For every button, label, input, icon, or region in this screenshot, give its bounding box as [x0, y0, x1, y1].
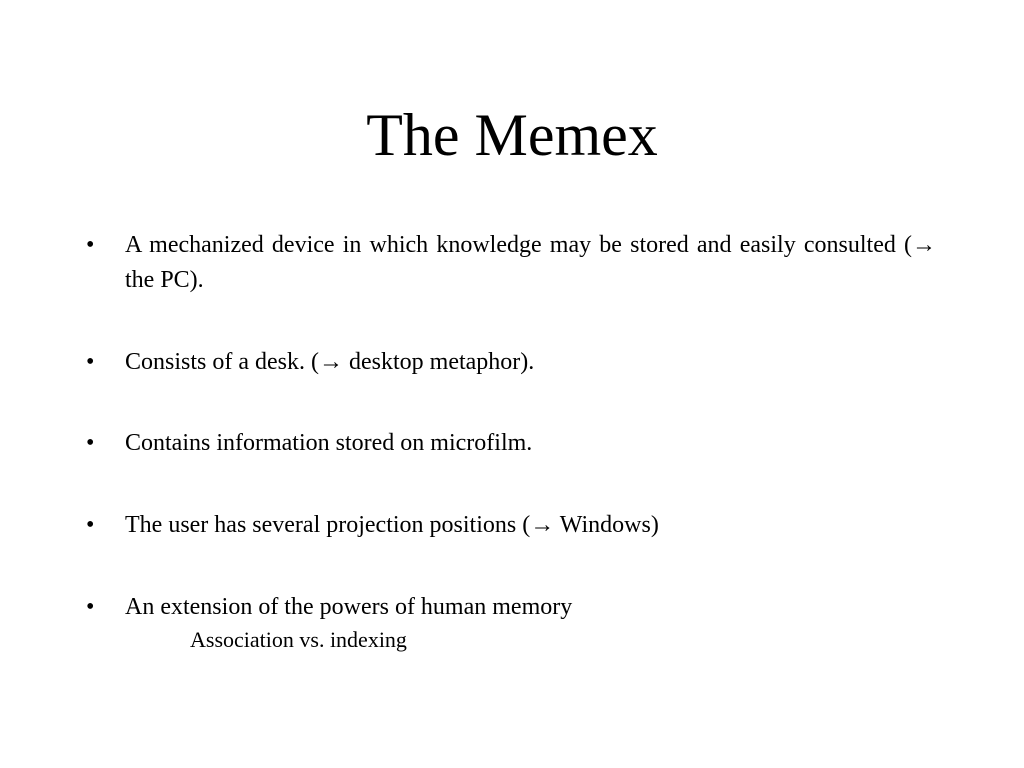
bullet-marker: •	[86, 232, 95, 258]
sub-bullet-text: Association vs. indexing	[190, 627, 407, 652]
bullet-text: A mechanized device in which knowledge may be stored and easily consulted (→ the PC).	[125, 232, 936, 293]
slide-title: The Memex	[366, 102, 658, 168]
bullet-marker: •	[86, 512, 95, 538]
bullet-text: Contains information stored on microfilm.	[125, 430, 533, 456]
bullet-marker: •	[86, 594, 95, 620]
bullet-text: Consists of a desk. (→ desktop metaphor).	[125, 349, 535, 375]
bullet-text: The user has several projection positions (→ Windows)	[125, 512, 659, 538]
bullet-text: An extension of the powers of human memory	[125, 594, 573, 620]
bullet-marker: •	[86, 349, 95, 375]
bullet-marker: •	[86, 430, 95, 456]
